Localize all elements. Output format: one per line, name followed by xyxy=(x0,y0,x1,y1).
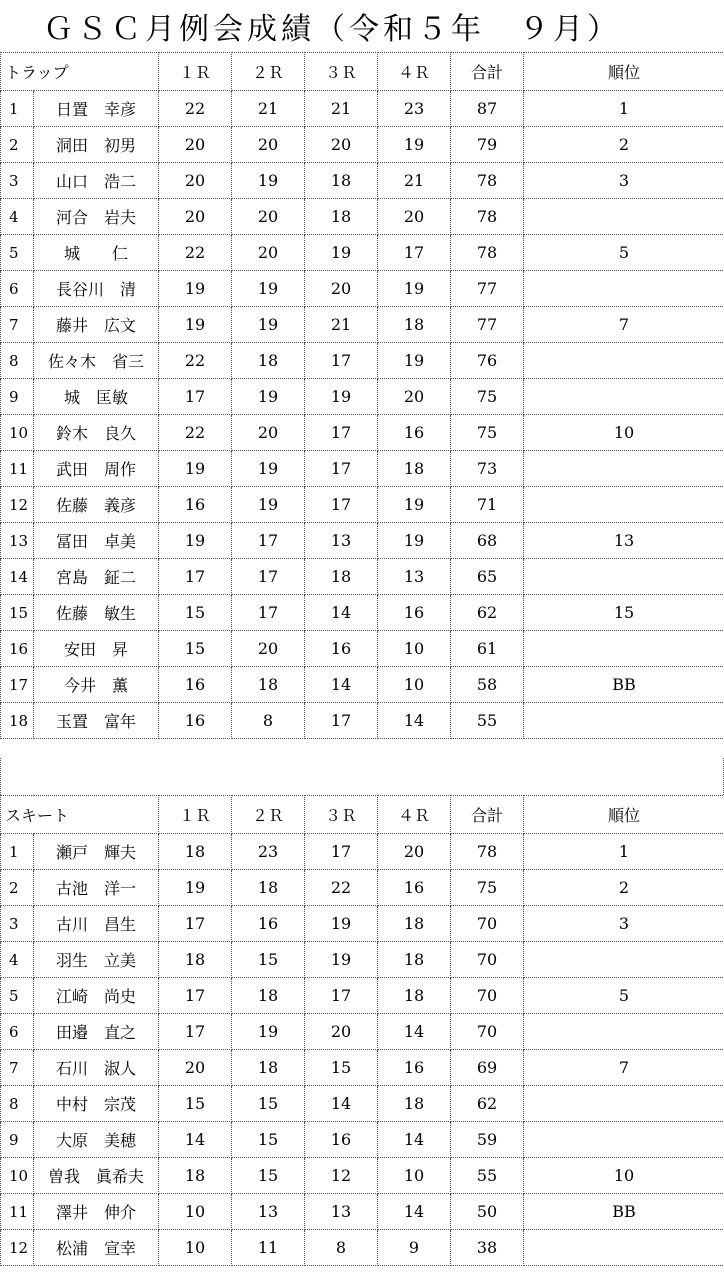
total-score: 55 xyxy=(451,1158,524,1194)
round-2-score: 15 xyxy=(232,942,305,978)
table-row xyxy=(1,631,724,667)
shooter-name: 佐々木 省三 xyxy=(34,343,159,379)
round-1-score: 17 xyxy=(159,559,232,595)
row-number: 1 xyxy=(1,834,34,870)
round-3-score: 19 xyxy=(305,906,378,942)
row-number: 2 xyxy=(1,127,34,163)
round-2-score: 20 xyxy=(232,235,305,271)
total-score: 62 xyxy=(451,1086,524,1122)
round-2-score: 20 xyxy=(232,415,305,451)
round-1-score: 17 xyxy=(159,906,232,942)
round-2-score: 20 xyxy=(232,199,305,235)
row-number: 1 xyxy=(1,91,34,127)
shooter-name: 山口 浩二 xyxy=(34,163,159,199)
round-3-score: 19 xyxy=(305,379,378,415)
rank-cell: 2 xyxy=(524,127,724,163)
page-title: ＧＳＣ月例会成績（令和５年 ９月） xyxy=(43,12,621,47)
shooter-name: 古川 昌生 xyxy=(34,906,159,942)
shooter-name: 江崎 尚史 xyxy=(34,978,159,1014)
round-2-score: 19 xyxy=(232,163,305,199)
round-4-score: 14 xyxy=(378,1194,451,1230)
rank-cell xyxy=(524,942,724,978)
row-number: 11 xyxy=(1,451,34,487)
round-1-score: 16 xyxy=(159,703,232,739)
round-1-score: 19 xyxy=(159,451,232,487)
shooter-name: 瀬戸 輝夫 xyxy=(34,834,159,870)
rank-cell xyxy=(524,703,724,739)
round-4-score: 19 xyxy=(378,271,451,307)
round-1-score: 19 xyxy=(159,271,232,307)
round-1-score: 19 xyxy=(159,523,232,559)
row-number: 11 xyxy=(1,1194,34,1230)
row-number: 7 xyxy=(1,307,34,343)
shooter-name: 石川 淑人 xyxy=(34,1050,159,1086)
round-1-score: 19 xyxy=(159,870,232,906)
round-1-score: 10 xyxy=(159,1230,232,1266)
column-header-total: 合計 xyxy=(451,796,524,834)
rank-cell xyxy=(524,487,724,523)
shooter-name: 安田 昇 xyxy=(34,631,159,667)
round-1-score: 14 xyxy=(159,1122,232,1158)
round-4-score: 19 xyxy=(378,127,451,163)
round-3-score: 8 xyxy=(305,1230,378,1266)
total-score: 58 xyxy=(451,667,524,703)
round-3-score: 14 xyxy=(305,667,378,703)
round-4-score: 20 xyxy=(378,379,451,415)
round-3-score: 13 xyxy=(305,1194,378,1230)
table-row xyxy=(1,379,724,415)
table-row xyxy=(1,1122,724,1158)
row-number: 7 xyxy=(1,1050,34,1086)
rank-cell: 2 xyxy=(524,870,724,906)
rank-cell xyxy=(524,271,724,307)
round-2-score: 20 xyxy=(232,127,305,163)
shooter-name: 鈴木 良久 xyxy=(34,415,159,451)
round-1-score: 17 xyxy=(159,978,232,1014)
table-row xyxy=(1,415,724,451)
total-score: 68 xyxy=(451,523,524,559)
column-header-round-2: ２Ｒ xyxy=(232,53,305,91)
round-2-score: 15 xyxy=(232,1158,305,1194)
rank-cell xyxy=(524,1014,724,1050)
round-1-score: 20 xyxy=(159,1050,232,1086)
round-2-score: 19 xyxy=(232,307,305,343)
total-score: 79 xyxy=(451,127,524,163)
shooter-name: 武田 周作 xyxy=(34,451,159,487)
round-1-score: 22 xyxy=(159,91,232,127)
column-header-round-3: ３Ｒ xyxy=(305,796,378,834)
round-3-score: 13 xyxy=(305,523,378,559)
shooter-name: 城 仁 xyxy=(34,235,159,271)
rank-cell xyxy=(524,343,724,379)
rank-cell: 5 xyxy=(524,978,724,1014)
round-1-score: 20 xyxy=(159,127,232,163)
section-spacer xyxy=(0,758,724,795)
rank-cell xyxy=(524,1122,724,1158)
row-number: 16 xyxy=(1,631,34,667)
row-number: 12 xyxy=(1,1230,34,1266)
round-4-score: 9 xyxy=(378,1230,451,1266)
round-2-score: 8 xyxy=(232,703,305,739)
total-score: 76 xyxy=(451,343,524,379)
rank-cell xyxy=(524,559,724,595)
shooter-name: 中村 宗茂 xyxy=(34,1086,159,1122)
round-4-score: 18 xyxy=(378,942,451,978)
round-3-score: 20 xyxy=(305,127,378,163)
rank-cell xyxy=(524,451,724,487)
round-4-score: 20 xyxy=(378,199,451,235)
total-score: 77 xyxy=(451,307,524,343)
shooter-name: 今井 薫 xyxy=(34,667,159,703)
row-number: 8 xyxy=(1,343,34,379)
round-1-score: 20 xyxy=(159,163,232,199)
column-header-round-4: ４Ｒ xyxy=(378,796,451,834)
round-1-score: 15 xyxy=(159,1086,232,1122)
round-4-score: 19 xyxy=(378,487,451,523)
table-row xyxy=(1,235,724,271)
total-score: 70 xyxy=(451,978,524,1014)
round-3-score: 17 xyxy=(305,451,378,487)
shooter-name: 佐藤 義彦 xyxy=(34,487,159,523)
round-3-score: 15 xyxy=(305,1050,378,1086)
round-2-score: 23 xyxy=(232,834,305,870)
shooter-name: 曽我 眞希夫 xyxy=(34,1158,159,1194)
round-3-score: 16 xyxy=(305,631,378,667)
row-number: 17 xyxy=(1,667,34,703)
table-row xyxy=(1,703,724,739)
round-3-score: 17 xyxy=(305,834,378,870)
round-1-score: 10 xyxy=(159,1194,232,1230)
row-number: 15 xyxy=(1,595,34,631)
row-number: 3 xyxy=(1,163,34,199)
row-number: 2 xyxy=(1,870,34,906)
round-4-score: 16 xyxy=(378,1050,451,1086)
round-1-score: 18 xyxy=(159,834,232,870)
round-1-score: 19 xyxy=(159,307,232,343)
total-score: 70 xyxy=(451,1014,524,1050)
skeet-section-label: スキート xyxy=(1,796,159,834)
round-3-score: 14 xyxy=(305,1086,378,1122)
total-score: 75 xyxy=(451,379,524,415)
table-row xyxy=(1,1014,724,1050)
table-row xyxy=(1,1158,724,1194)
total-score: 62 xyxy=(451,595,524,631)
round-2-score: 19 xyxy=(232,1014,305,1050)
round-3-score: 17 xyxy=(305,487,378,523)
round-1-score: 22 xyxy=(159,235,232,271)
table-row xyxy=(1,667,724,703)
total-score: 69 xyxy=(451,1050,524,1086)
round-1-score: 22 xyxy=(159,343,232,379)
table-row xyxy=(1,271,724,307)
round-4-score: 10 xyxy=(378,1158,451,1194)
row-number: 8 xyxy=(1,1086,34,1122)
round-2-score: 18 xyxy=(232,870,305,906)
row-number: 12 xyxy=(1,487,34,523)
row-number: 18 xyxy=(1,703,34,739)
round-4-score: 19 xyxy=(378,343,451,379)
total-score: 59 xyxy=(451,1122,524,1158)
round-3-score: 17 xyxy=(305,415,378,451)
round-3-score: 17 xyxy=(305,978,378,1014)
column-header-round-4: ４Ｒ xyxy=(378,53,451,91)
table-row xyxy=(1,1086,724,1122)
rank-cell: BB xyxy=(524,667,724,703)
shooter-name: 宮島 鉦二 xyxy=(34,559,159,595)
round-3-score: 12 xyxy=(305,1158,378,1194)
shooter-name: 藤井 広文 xyxy=(34,307,159,343)
trap-results-table xyxy=(0,52,724,739)
round-4-score: 16 xyxy=(378,415,451,451)
round-3-score: 21 xyxy=(305,91,378,127)
total-score: 71 xyxy=(451,487,524,523)
total-score: 77 xyxy=(451,271,524,307)
round-3-score: 17 xyxy=(305,703,378,739)
round-1-score: 17 xyxy=(159,1014,232,1050)
round-3-score: 21 xyxy=(305,307,378,343)
table-row xyxy=(1,942,724,978)
column-header-round-3: ３Ｒ xyxy=(305,53,378,91)
column-header-round-1: １Ｒ xyxy=(159,796,232,834)
total-score: 70 xyxy=(451,906,524,942)
shooter-name: 冨田 卓美 xyxy=(34,523,159,559)
total-score: 78 xyxy=(451,235,524,271)
row-number: 14 xyxy=(1,559,34,595)
rank-cell: 13 xyxy=(524,523,724,559)
round-2-score: 15 xyxy=(232,1086,305,1122)
round-1-score: 15 xyxy=(159,631,232,667)
table-row xyxy=(1,559,724,595)
row-number: 4 xyxy=(1,199,34,235)
rank-cell: BB xyxy=(524,1194,724,1230)
rank-cell: 1 xyxy=(524,834,724,870)
shooter-name: 田邉 直之 xyxy=(34,1014,159,1050)
round-2-score: 19 xyxy=(232,487,305,523)
round-4-score: 20 xyxy=(378,834,451,870)
round-2-score: 11 xyxy=(232,1230,305,1266)
total-score: 70 xyxy=(451,942,524,978)
round-1-score: 15 xyxy=(159,595,232,631)
table-row xyxy=(1,523,724,559)
round-4-score: 21 xyxy=(378,163,451,199)
round-4-score: 18 xyxy=(378,451,451,487)
row-number: 9 xyxy=(1,1122,34,1158)
round-4-score: 19 xyxy=(378,523,451,559)
shooter-name: 長谷川 清 xyxy=(34,271,159,307)
round-2-score: 15 xyxy=(232,1122,305,1158)
round-2-score: 18 xyxy=(232,1050,305,1086)
table-row xyxy=(1,127,724,163)
round-3-score: 17 xyxy=(305,343,378,379)
round-1-score: 17 xyxy=(159,379,232,415)
table-row xyxy=(1,870,724,906)
round-3-score: 18 xyxy=(305,559,378,595)
shooter-name: 松浦 宣幸 xyxy=(34,1230,159,1266)
shooter-name: 大原 美穂 xyxy=(34,1122,159,1158)
rank-cell: 3 xyxy=(524,906,724,942)
round-1-score: 18 xyxy=(159,942,232,978)
column-header-round-1: １Ｒ xyxy=(159,53,232,91)
total-score: 65 xyxy=(451,559,524,595)
round-3-score: 18 xyxy=(305,199,378,235)
round-4-score: 18 xyxy=(378,1086,451,1122)
round-4-score: 10 xyxy=(378,667,451,703)
round-4-score: 10 xyxy=(378,631,451,667)
round-4-score: 13 xyxy=(378,559,451,595)
round-2-score: 13 xyxy=(232,1194,305,1230)
table-row xyxy=(1,1230,724,1266)
round-2-score: 18 xyxy=(232,343,305,379)
rank-cell: 15 xyxy=(524,595,724,631)
total-score: 55 xyxy=(451,703,524,739)
round-4-score: 14 xyxy=(378,1014,451,1050)
round-2-score: 17 xyxy=(232,595,305,631)
table-row xyxy=(1,199,724,235)
shooter-name: 洞田 初男 xyxy=(34,127,159,163)
round-2-score: 17 xyxy=(232,559,305,595)
rank-cell: 3 xyxy=(524,163,724,199)
table-row xyxy=(1,451,724,487)
round-2-score: 18 xyxy=(232,667,305,703)
shooter-name: 城 匡敏 xyxy=(34,379,159,415)
round-2-score: 19 xyxy=(232,451,305,487)
row-number: 5 xyxy=(1,978,34,1014)
total-score: 73 xyxy=(451,451,524,487)
rank-cell xyxy=(524,631,724,667)
round-2-score: 18 xyxy=(232,978,305,1014)
rank-cell: 7 xyxy=(524,307,724,343)
round-4-score: 16 xyxy=(378,595,451,631)
rank-cell xyxy=(524,1086,724,1122)
total-score: 75 xyxy=(451,870,524,906)
column-header-rank: 順位 xyxy=(524,796,724,834)
rank-cell xyxy=(524,199,724,235)
row-number: 10 xyxy=(1,415,34,451)
shooter-name: 河合 岩夫 xyxy=(34,199,159,235)
round-4-score: 18 xyxy=(378,307,451,343)
round-1-score: 18 xyxy=(159,1158,232,1194)
round-4-score: 23 xyxy=(378,91,451,127)
row-number: 6 xyxy=(1,1014,34,1050)
rank-cell: 10 xyxy=(524,1158,724,1194)
table-row xyxy=(1,1050,724,1086)
column-header-total: 合計 xyxy=(451,53,524,91)
rank-cell: 10 xyxy=(524,415,724,451)
row-number: 13 xyxy=(1,523,34,559)
round-3-score: 16 xyxy=(305,1122,378,1158)
round-3-score: 20 xyxy=(305,1014,378,1050)
table-row xyxy=(1,487,724,523)
table-row xyxy=(1,978,724,1014)
total-score: 78 xyxy=(451,163,524,199)
row-number: 5 xyxy=(1,235,34,271)
round-4-score: 18 xyxy=(378,978,451,1014)
row-number: 10 xyxy=(1,1158,34,1194)
round-4-score: 17 xyxy=(378,235,451,271)
row-number: 3 xyxy=(1,906,34,942)
round-2-score: 16 xyxy=(232,906,305,942)
total-score: 61 xyxy=(451,631,524,667)
skeet-results-table xyxy=(0,795,724,1266)
table-row xyxy=(1,307,724,343)
round-1-score: 20 xyxy=(159,199,232,235)
trap-section-label: トラップ xyxy=(1,53,159,91)
round-3-score: 19 xyxy=(305,942,378,978)
round-2-score: 19 xyxy=(232,379,305,415)
round-2-score: 20 xyxy=(232,631,305,667)
row-number: 9 xyxy=(1,379,34,415)
rank-cell xyxy=(524,379,724,415)
round-1-score: 16 xyxy=(159,487,232,523)
shooter-name: 日置 幸彦 xyxy=(34,91,159,127)
trap-header-row xyxy=(1,53,724,91)
rank-cell: 1 xyxy=(524,91,724,127)
row-number: 4 xyxy=(1,942,34,978)
rank-cell xyxy=(524,1230,724,1266)
round-4-score: 18 xyxy=(378,906,451,942)
total-score: 38 xyxy=(451,1230,524,1266)
column-header-round-2: ２Ｒ xyxy=(232,796,305,834)
skeet-header-row xyxy=(1,796,724,834)
table-row xyxy=(1,1194,724,1230)
table-row xyxy=(1,163,724,199)
table-row xyxy=(1,91,724,127)
total-score: 75 xyxy=(451,415,524,451)
round-1-score: 22 xyxy=(159,415,232,451)
shooter-name: 澤井 伸介 xyxy=(34,1194,159,1230)
shooter-name: 古池 洋一 xyxy=(34,870,159,906)
shooter-name: 佐藤 敏生 xyxy=(34,595,159,631)
shooter-name: 玉置 富年 xyxy=(34,703,159,739)
round-3-score: 20 xyxy=(305,271,378,307)
total-score: 78 xyxy=(451,199,524,235)
total-score: 78 xyxy=(451,834,524,870)
row-number: 6 xyxy=(1,271,34,307)
rank-cell: 7 xyxy=(524,1050,724,1086)
round-3-score: 14 xyxy=(305,595,378,631)
table-row xyxy=(1,595,724,631)
round-4-score: 16 xyxy=(378,870,451,906)
round-4-score: 14 xyxy=(378,1122,451,1158)
shooter-name: 羽生 立美 xyxy=(34,942,159,978)
round-2-score: 21 xyxy=(232,91,305,127)
table-row xyxy=(1,343,724,379)
column-header-rank: 順位 xyxy=(524,53,724,91)
round-1-score: 16 xyxy=(159,667,232,703)
round-4-score: 14 xyxy=(378,703,451,739)
round-2-score: 19 xyxy=(232,271,305,307)
round-3-score: 22 xyxy=(305,870,378,906)
total-score: 50 xyxy=(451,1194,524,1230)
round-3-score: 18 xyxy=(305,163,378,199)
table-row xyxy=(1,906,724,942)
total-score: 87 xyxy=(451,91,524,127)
table-row xyxy=(1,834,724,870)
round-3-score: 19 xyxy=(305,235,378,271)
round-2-score: 17 xyxy=(232,523,305,559)
rank-cell: 5 xyxy=(524,235,724,271)
